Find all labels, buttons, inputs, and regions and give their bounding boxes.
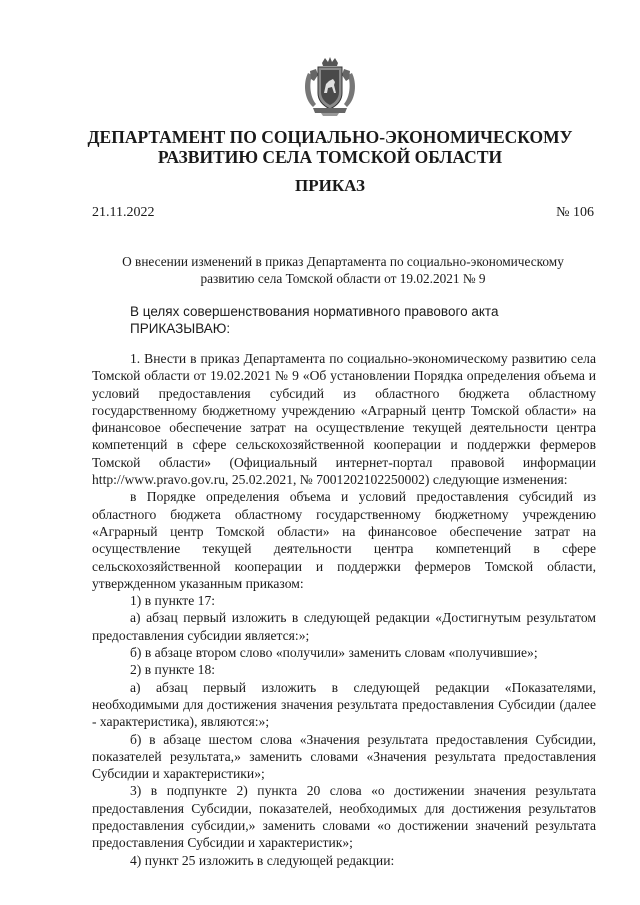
preamble <box>130 303 590 337</box>
paragraph-point-20: 3) в подпункте 2) пункта 20 слова «о достижении значения результата предоставления Субсидии, показателей, необходимых для достижения результатов предоставления субсидии,» заменить словами «о достижении значений результата предоставления Субсидии и характеристик»; <box>92 783 596 851</box>
subject-line-2: развитию села Томской области от 19.02.2021 № 9 <box>200 271 486 286</box>
department-title <box>60 127 600 167</box>
paragraph-point-18-a: а) абзац первый изложить в следующей редакции «Показателями, необходимыми для достижения значения результата предоставления Субсидии (далее - характеристика), являются:»; <box>92 679 596 730</box>
document-number: № 106 <box>556 205 594 220</box>
paragraph-procedure-intro: в Порядке определения объема и условий предоставления субсидий из областного бюджета областному государственному бюджетному учреждению «Аграрный центр Томской области» на финансовое обеспечение затрат на осуществление текущей деятельности центра компетенций в сфере сельскохозяйственной кооперации и поддержки фермеров Томской области, утвержденном указанным приказом: <box>92 489 596 591</box>
paragraph-item-1: 1. Внести в приказ Департамента по социально-экономическому развитию села Томской области от 19.02.2021 № 9 «Об установлении Порядка определения объема и условий предоставления субсидий из областного бюджета областному государственному бюджетному учреждению «Аграрный центр Томской области» на финансовое обеспечение затрат на осуществление текущей деятельности центра компетенций в сфере сельскохозяйственной кооперации и поддержки фермеров Томской области» (Официальный интернет-портал правовой информации http://www.pravo.gov.ru, 25.02.2021, № 7001202102250002) следующие изменения: <box>92 351 596 488</box>
paragraph-point-17-b: б) в абзаце втором слово «получили» заменить словам «получившие»; <box>130 645 538 661</box>
document-subject <box>92 253 594 287</box>
coat-of-arms-icon <box>301 57 359 117</box>
department-title-line-2: РАЗВИТИЮ СЕЛА ТОМСКОЙ ОБЛАСТИ <box>157 147 503 167</box>
document-date: 21.11.2022 <box>92 205 155 220</box>
subject-line-1: О внесении изменений в приказ Департамента по социально-экономическому <box>122 254 564 269</box>
paragraph-point-18-b: б) в абзаце шестом слова «Значения результата предоставления Субсидии, показателей результата,» заменить словами «Значения результата предоставления Субсидии и характеристики»; <box>92 731 596 782</box>
document-meta-row <box>92 205 594 221</box>
paragraph-point-25: 4) пункт 25 изложить в следующей редакции: <box>130 852 395 868</box>
paragraph-point-17-a: а) абзац первый изложить в следующей редакции «Достигнутым результатом предоставления субсидии является:»; <box>92 610 596 643</box>
preamble-order-word: ПРИКАЗЫВАЮ: <box>130 321 231 336</box>
department-title-line-1: ДЕПАРТАМЕНТ ПО СОЦИАЛЬНО-ЭКОНОМИЧЕСКОМУ <box>87 127 573 147</box>
document-body <box>92 350 596 869</box>
preamble-purpose: В целях совершенствования нормативного правового акта <box>130 304 499 319</box>
paragraph-point-18-heading: 2) в пункте 18: <box>130 662 216 678</box>
paragraph-point-17-heading: 1) в пункте 17: <box>130 593 216 609</box>
document-type-title: ПРИКАЗ <box>295 176 365 195</box>
